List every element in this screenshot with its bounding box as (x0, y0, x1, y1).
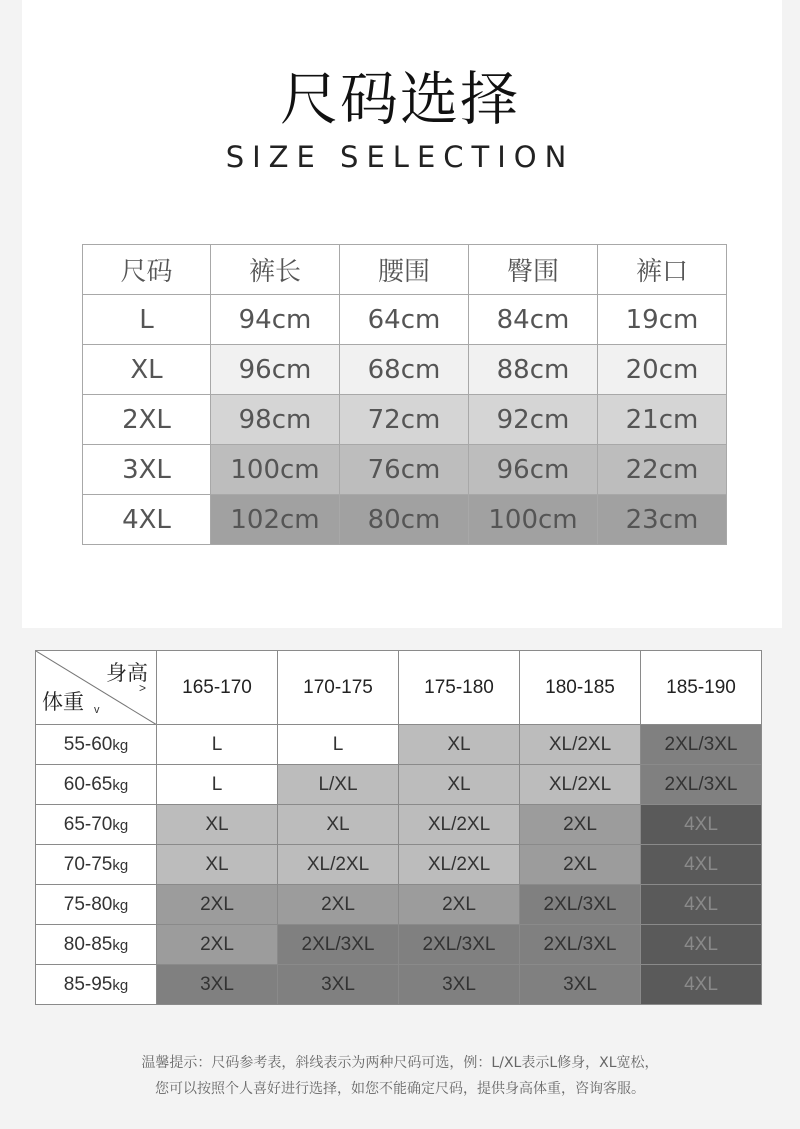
table-cell: 19cm (598, 295, 727, 345)
weight-range-cell (36, 885, 157, 925)
table-cell: 88cm (469, 345, 598, 395)
fit-cell: L (278, 725, 399, 765)
table-row (36, 965, 762, 1005)
fit-cell: 2XL/3XL (278, 925, 399, 965)
table-cell: 76cm (340, 445, 469, 495)
header-cell: 腰围 (340, 245, 469, 295)
fit-cell: 3XL (157, 965, 278, 1005)
table-cell: 98cm (211, 395, 340, 445)
table-row (36, 725, 762, 765)
fit-cell: XL/2XL (399, 845, 520, 885)
weight-range-cell (36, 845, 157, 885)
fit-cell: 2XL (278, 885, 399, 925)
table-cell: 96cm (211, 345, 340, 395)
height-range-header: 165-170 (157, 651, 278, 725)
table-row (36, 765, 762, 805)
table-cell: 100cm (211, 445, 340, 495)
size-label-cell: XL (83, 345, 211, 395)
table-header-row (36, 651, 762, 725)
table-row (83, 345, 727, 395)
weight-value: 75-80 (63, 893, 113, 915)
fit-cell: XL/2XL (520, 765, 641, 805)
tip-note-line-2: 您可以按照个人喜好进行选择，如您不能确定尺码，提供身高体重，咨询客服。 (155, 1081, 645, 1097)
fit-cell: 2XL (520, 845, 641, 885)
fit-cell: XL/2XL (399, 805, 520, 845)
table-cell: 23cm (598, 495, 727, 545)
fit-cell: 2XL/3XL (641, 725, 762, 765)
fit-cell: 3XL (520, 965, 641, 1005)
table-cell: 80cm (340, 495, 469, 545)
table-header-row (83, 245, 727, 295)
height-weight-fit-table (35, 650, 762, 1005)
fit-cell: L/XL (278, 765, 399, 805)
table-row (36, 845, 762, 885)
table-cell: 102cm (211, 495, 340, 545)
weight-unit: kg (112, 896, 129, 914)
table-cell: 22cm (598, 445, 727, 495)
tip-note-line-1: 温馨提示：尺码参考表，斜线表示为两种尺码可选，例：L/XL表示L修身，XL宽松， (141, 1055, 659, 1071)
fit-cell: 4XL (641, 885, 762, 925)
weight-value: 85-95 (63, 973, 113, 995)
weight-unit: kg (112, 936, 129, 954)
table-cell: 21cm (598, 395, 727, 445)
fit-cell: 4XL (641, 925, 762, 965)
right-arrow-icon: > (138, 681, 146, 695)
page-subtitle: SIZE SELECTION (225, 140, 575, 174)
table-cell: 92cm (469, 395, 598, 445)
fit-cell: XL (399, 725, 520, 765)
fit-cell: 2XL (520, 805, 641, 845)
height-range-header: 170-175 (278, 651, 399, 725)
table-cell: 94cm (211, 295, 340, 345)
fit-cell: 3XL (278, 965, 399, 1005)
table-row (83, 495, 727, 545)
fit-cell: 4XL (641, 845, 762, 885)
table-cell: 100cm (469, 495, 598, 545)
fit-cell: 3XL (399, 965, 520, 1005)
table-row (83, 295, 727, 345)
fit-cell: XL (157, 805, 278, 845)
height-range-header: 185-190 (641, 651, 762, 725)
table-cell: 20cm (598, 345, 727, 395)
weight-range-cell (36, 725, 157, 765)
weight-unit: kg (112, 776, 129, 794)
table-cell: 96cm (469, 445, 598, 495)
weight-value: 60-65 (63, 773, 113, 795)
table-cell: 72cm (340, 395, 469, 445)
table-row (36, 925, 762, 965)
fit-cell: XL (278, 805, 399, 845)
size-measurement-table (82, 244, 727, 545)
weight-range-cell (36, 765, 157, 805)
height-axis-label: 身高 (106, 661, 148, 685)
weight-unit: kg (112, 856, 129, 874)
table-row (36, 805, 762, 845)
size-label-cell: 4XL (83, 495, 211, 545)
table-cell: 84cm (469, 295, 598, 345)
header-cell: 裤口 (598, 245, 727, 295)
height-range-header: 180-185 (520, 651, 641, 725)
fit-cell: L (157, 725, 278, 765)
fit-cell: 2XL (157, 925, 278, 965)
fit-cell: XL/2XL (520, 725, 641, 765)
weight-range-cell (36, 805, 157, 845)
down-arrow-icon: v (94, 704, 100, 716)
table-cell: 64cm (340, 295, 469, 345)
fit-cell: XL/2XL (278, 845, 399, 885)
weight-range-cell (36, 965, 157, 1005)
fit-cell: XL (399, 765, 520, 805)
fit-cell: 4XL (641, 965, 762, 1005)
table-row (83, 445, 727, 495)
table-row (36, 885, 762, 925)
weight-value: 80-85 (63, 933, 113, 955)
fit-cell: 2XL (157, 885, 278, 925)
weight-unit: kg (112, 736, 129, 754)
height-range-header: 175-180 (399, 651, 520, 725)
weight-value: 65-70 (63, 813, 113, 835)
header-cell: 裤长 (211, 245, 340, 295)
table-cell: 68cm (340, 345, 469, 395)
fit-cell: XL (157, 845, 278, 885)
fit-cell: 2XL/3XL (641, 765, 762, 805)
table-row (83, 395, 727, 445)
fit-cell: 4XL (641, 805, 762, 845)
size-label-cell: 2XL (83, 395, 211, 445)
fit-cell: 2XL/3XL (520, 885, 641, 925)
weight-axis-label: 体重 (42, 690, 84, 714)
fit-cell: 2XL (399, 885, 520, 925)
weight-unit: kg (112, 816, 129, 834)
corner-header-cell (36, 651, 157, 725)
page-title: 尺码选择 (279, 65, 520, 133)
fit-cell: 2XL/3XL (520, 925, 641, 965)
size-label-cell: L (83, 295, 211, 345)
header-cell: 尺码 (83, 245, 211, 295)
weight-value: 55-60 (63, 733, 113, 755)
fit-cell: 2XL/3XL (399, 925, 520, 965)
fit-cell: L (157, 765, 278, 805)
size-label-cell: 3XL (83, 445, 211, 495)
weight-range-cell (36, 925, 157, 965)
weight-value: 70-75 (63, 853, 113, 875)
header-cell: 臀围 (469, 245, 598, 295)
weight-unit: kg (112, 976, 129, 994)
